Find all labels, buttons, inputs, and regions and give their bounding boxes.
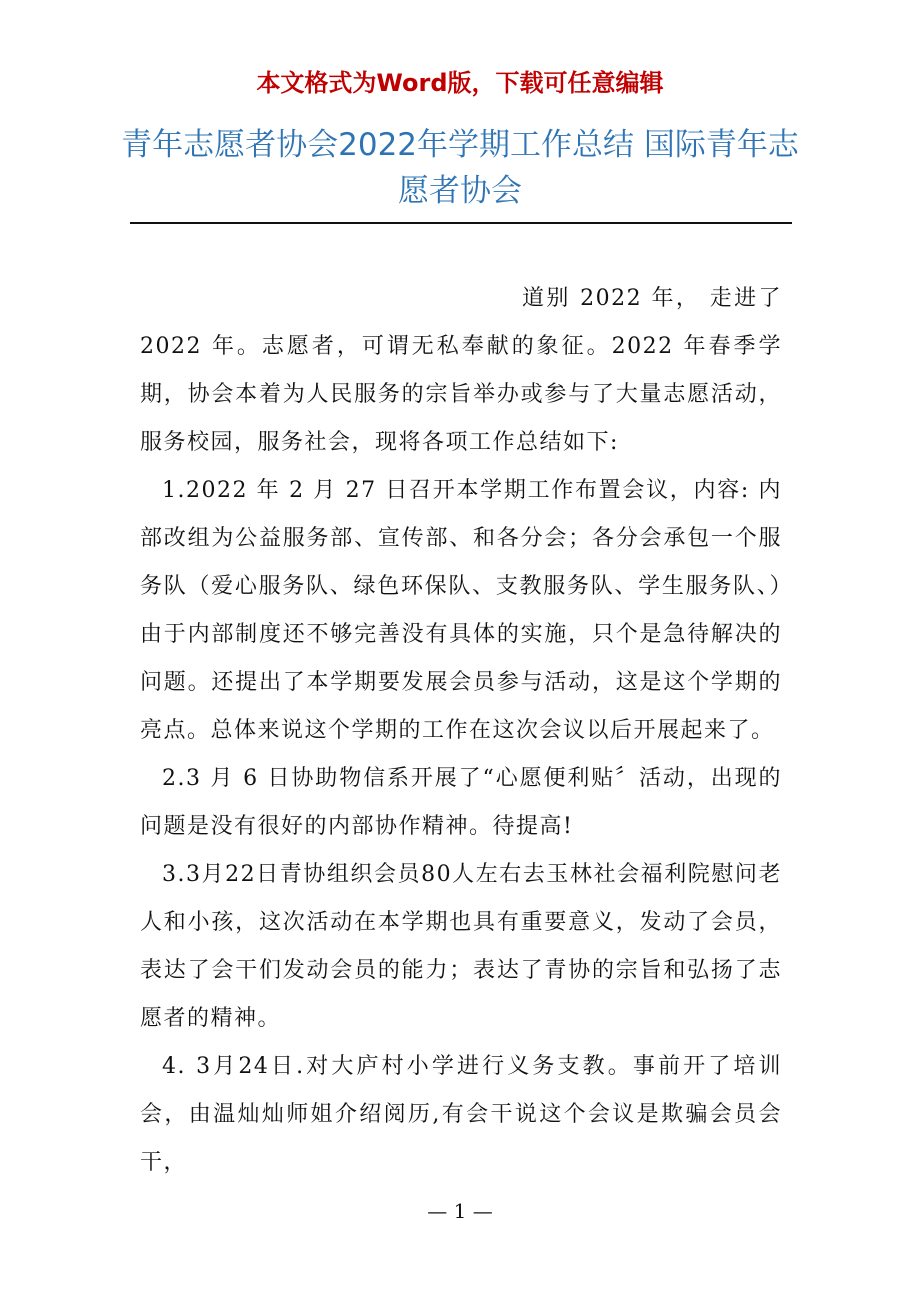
paragraph-item-2: 2.3 月 6 日协助物信系开展了“心愿便利贴〞活动，出现的问题是没有很好的内部协作精神。待提高!: [140, 766, 782, 839]
document-body: [140, 275, 782, 1187]
page-number: — 1 —: [427, 1199, 493, 1223]
intro-paragraph: 道别 2022 年， 走进了 2022 年。志愿者，可谓无私奉献的象征。2022 年春季学期，协会本着为人民服务的宗旨举办或参与了大量志愿活动，服务校园，服务社会，现将各项工作总结如下:: [140, 286, 782, 455]
download-notice-banner: 本文格式为Word版，下载可任意编辑: [256, 69, 664, 97]
paragraph-item-1: 1.2022 年 2 月 27 日召开本学期工作布置会议，内容: 内部改组为公益服务部、宣传部、和各分会；各分会承包一个服务队（爱心服务队、绿色环保队、支教服务队、学生服务队、）由于内部制度还不够完善没有具体的实施，只个是急待解决的问题。还提出了本学期要发展会员参与活动，这是这个学期的亮点。总体来说这个学期的工作在这次会议以后开展起来了。: [140, 478, 782, 743]
title-divider: [130, 222, 792, 224]
paragraph-item-3: 3.3月22日青协组织会员80人左右去玉林社会福利院慰问老人和小孩，这次活动在本学期也具有重要意义，发动了会员，表达了会干们发动会员的能力；表达了青协的宗旨和弘扬了志愿者的精神。: [140, 862, 782, 1031]
paragraph-item-4: 4. 3月24日.对大庐村小学进行义务支教。事前开了培训会，由温灿灿师姐介绍阅历,有会干说这个会议是欺骗会员会干，: [140, 1054, 782, 1175]
document-title: 青年志愿者协会2022年学期工作总结 国际青年志愿者协会: [121, 127, 799, 209]
